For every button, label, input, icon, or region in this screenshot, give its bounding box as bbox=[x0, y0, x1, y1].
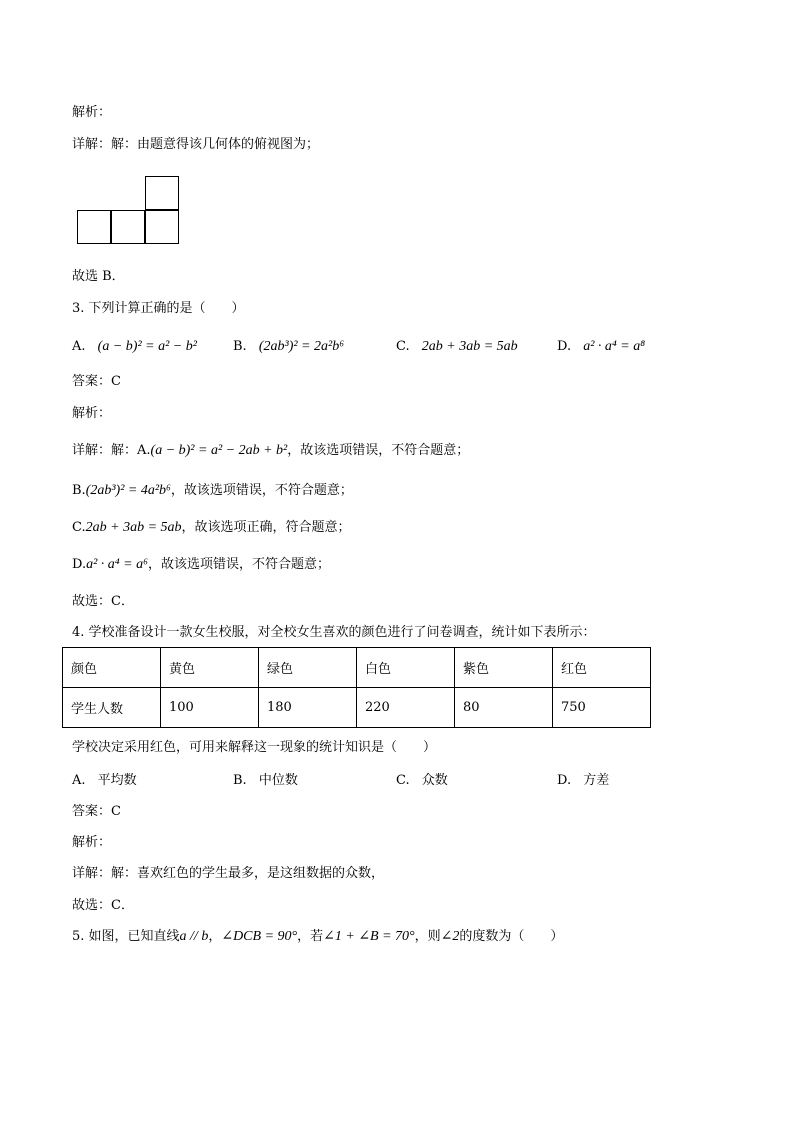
q4-analysis: 解析： bbox=[72, 835, 112, 850]
table-cell: 黄色 bbox=[161, 648, 259, 688]
option-expr: (a − b)² = a² − b² bbox=[97, 339, 197, 354]
q3-analysis: 解析： bbox=[72, 406, 112, 421]
question-5-stem bbox=[72, 928, 563, 946]
detail-prefix: D. bbox=[72, 557, 87, 572]
color-survey-table bbox=[62, 647, 651, 728]
detail-prefix: 详解：解：A. bbox=[72, 443, 151, 458]
stem-expr: ∠1 + ∠B = 70° bbox=[323, 929, 415, 944]
table-row bbox=[63, 688, 651, 728]
stem-expr: ∠2 bbox=[440, 929, 460, 944]
option-label: B. bbox=[233, 773, 247, 788]
stem-text: 的度数为（ ） bbox=[459, 929, 564, 944]
table-cell: 750 bbox=[553, 688, 651, 728]
detail-suffix: ，故该选项正确，符合题意； bbox=[181, 520, 351, 535]
detail-text: 详解：解：由题意得该几何体的俯视图为； bbox=[72, 137, 320, 152]
q4-option-d bbox=[557, 772, 609, 790]
q3-option-c bbox=[396, 338, 518, 356]
detail-prefix: C. bbox=[72, 520, 86, 535]
detail-expr: a² · a⁴ = a⁶ bbox=[86, 557, 148, 572]
choose-text: 故选 B． bbox=[72, 269, 125, 284]
option-text: 方差 bbox=[583, 773, 610, 788]
table-cell: 红色 bbox=[553, 648, 651, 688]
table-cell: 220 bbox=[357, 688, 455, 728]
table-cell: 80 bbox=[455, 688, 553, 728]
table-row bbox=[63, 648, 651, 688]
q4-option-c bbox=[396, 772, 448, 790]
q3-option-b bbox=[233, 338, 344, 356]
option-text: 平均数 bbox=[97, 773, 137, 788]
q3-detail-b bbox=[72, 482, 353, 500]
q4-detail: 详解：解：喜欢红色的学生最多，是这组数据的众数， bbox=[72, 866, 385, 881]
option-label: D. bbox=[557, 773, 572, 788]
q3-detail-d bbox=[72, 556, 330, 574]
option-expr: 2ab + 3ab = 5ab bbox=[421, 339, 518, 354]
q3-choose: 故选：C． bbox=[72, 594, 134, 609]
option-label: D. bbox=[557, 339, 572, 354]
q4-option-a bbox=[72, 772, 137, 790]
q3-detail-a bbox=[72, 442, 469, 460]
top-view-square bbox=[145, 210, 179, 244]
table-cell: 学生人数 bbox=[63, 688, 161, 728]
q3-option-a bbox=[72, 338, 197, 356]
stem-text: ，若 bbox=[297, 929, 324, 944]
detail-suffix: ，故该选项错误，不符合题意； bbox=[170, 483, 353, 498]
top-view-square bbox=[145, 176, 179, 210]
option-label: C. bbox=[396, 339, 410, 354]
option-expr: a² · a⁴ = a⁸ bbox=[583, 339, 646, 354]
option-label: B. bbox=[233, 339, 247, 354]
q3-option-d bbox=[557, 338, 645, 356]
table-cell: 颜色 bbox=[63, 648, 161, 688]
q4-choose: 故选：C． bbox=[72, 898, 134, 913]
stem-text: ， bbox=[208, 929, 222, 944]
top-view-square bbox=[111, 210, 145, 244]
detail-expr: (2ab³)² = 4a²b⁶ bbox=[85, 483, 171, 498]
option-text: 中位数 bbox=[258, 773, 298, 788]
table-cell: 紫色 bbox=[455, 648, 553, 688]
option-label: A. bbox=[72, 339, 86, 354]
option-label: A. bbox=[72, 773, 86, 788]
q4-answer: 答案：C bbox=[72, 804, 121, 819]
stem-expr: a // b bbox=[179, 929, 209, 944]
question-4-stem: 4. 学校准备设计一款女生校服，对全校女生喜欢的颜色进行了问卷调查，统计如下表所示： bbox=[72, 625, 596, 640]
top-view-square bbox=[77, 210, 111, 244]
stem-text: ，则 bbox=[414, 929, 441, 944]
detail-prefix: B. bbox=[72, 483, 86, 498]
detail-expr: 2ab + 3ab = 5ab bbox=[85, 520, 182, 535]
q4-question: 学校决定采用红色，可用来解释这一现象的统计知识是（ ） bbox=[72, 740, 437, 755]
q4-option-b bbox=[233, 772, 298, 790]
table-cell: 白色 bbox=[357, 648, 455, 688]
analysis-label: 解析： bbox=[72, 105, 112, 120]
table-cell: 绿色 bbox=[259, 648, 357, 688]
option-label: C. bbox=[396, 773, 410, 788]
stem-expr: ∠DCB = 90° bbox=[221, 929, 298, 944]
q3-detail-c bbox=[72, 519, 351, 537]
detail-suffix: ，故该选项错误，不符合题意； bbox=[287, 443, 470, 458]
option-expr: (2ab³)² = 2a²b⁶ bbox=[258, 339, 345, 354]
detail-suffix: ，故该选项错误，不符合题意； bbox=[147, 557, 330, 572]
question-3-stem: 3. 下列计算正确的是（ ） bbox=[72, 301, 245, 316]
option-text: 众数 bbox=[421, 773, 448, 788]
stem-text: 5. 如图，已知直线 bbox=[72, 929, 180, 944]
q3-answer: 答案：C bbox=[72, 374, 121, 389]
table-cell: 100 bbox=[161, 688, 259, 728]
table-cell: 180 bbox=[259, 688, 357, 728]
detail-expr: (a − b)² = a² − 2ab + b² bbox=[150, 443, 288, 458]
